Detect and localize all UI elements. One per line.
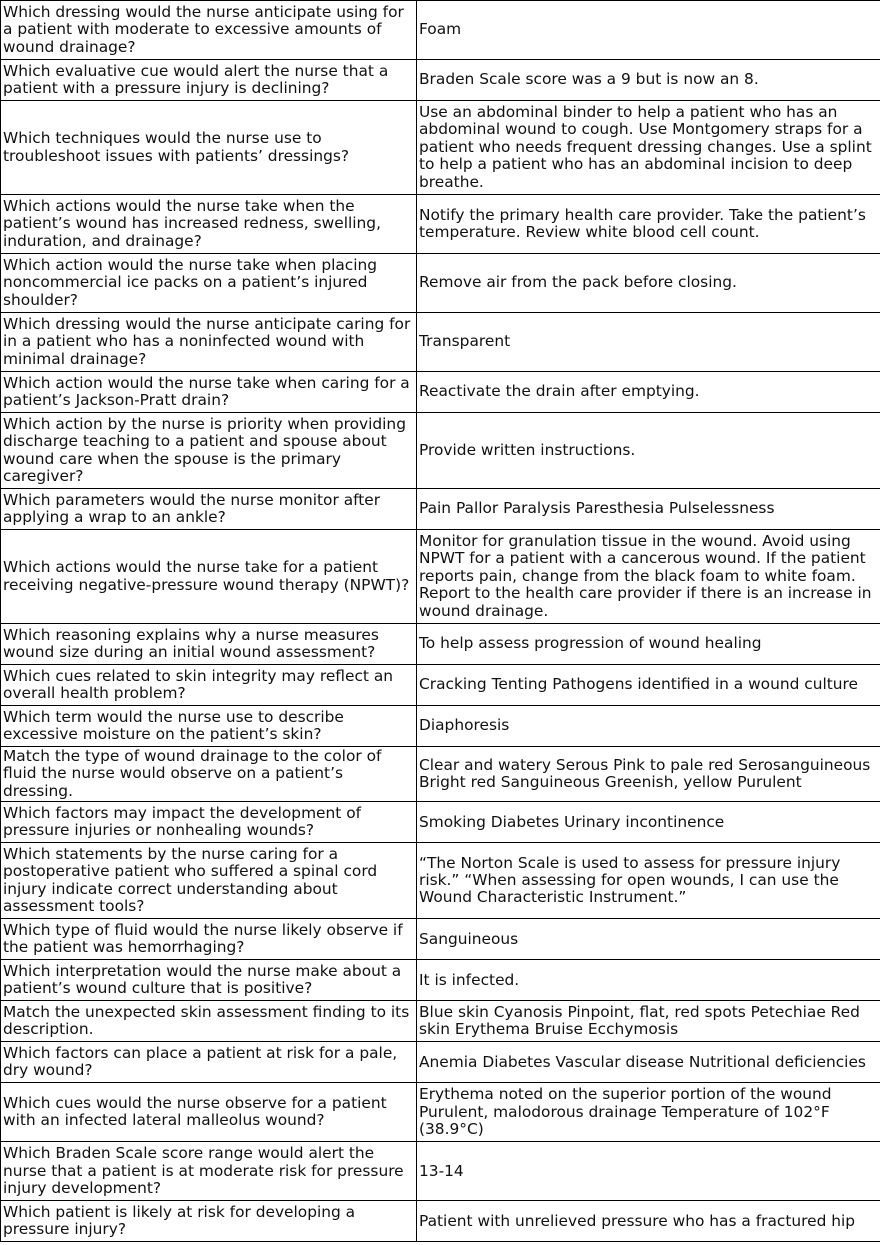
table-row xyxy=(1,843,880,919)
question-cell: Which Braden Scale score range would alert the nurse that a patient is at moderate risk for pressure injury development? xyxy=(1,1142,417,1201)
question-cell: Which action would the nurse take when caring for a patient’s Jackson-Pratt drain? xyxy=(1,372,417,413)
question-cell: Which patient is likely at risk for developing a pressure injury? xyxy=(1,1201,417,1242)
table-row xyxy=(1,254,880,313)
question-cell: Which techniques would the nurse use to troubleshoot issues with patients’ dressings? xyxy=(1,101,417,195)
table-row xyxy=(1,802,880,843)
answer-cell: Erythema noted on the superior portion of the wound Purulent, malodorous drainage Temperature of 102°F (38.9°C) xyxy=(417,1083,880,1142)
table-row xyxy=(1,489,880,530)
table-row xyxy=(1,101,880,195)
table-row xyxy=(1,1142,880,1201)
question-cell: Which factors can place a patient at risk for a pale, dry wound? xyxy=(1,1042,417,1083)
answer-cell: Reactivate the drain after emptying. xyxy=(417,372,880,413)
answer-cell: Notify the primary health care provider. Take the patient’s temperature. Review white blood cell count. xyxy=(417,195,880,254)
answer-cell: 13-14 xyxy=(417,1142,880,1201)
question-cell: Which term would the nurse use to describe excessive moisture on the patient’s skin? xyxy=(1,706,417,747)
answer-cell: Anemia Diabetes Vascular disease Nutritional deficiencies xyxy=(417,1042,880,1083)
table-row xyxy=(1,665,880,706)
answer-cell: Diaphoresis xyxy=(417,706,880,747)
question-cell: Which action would the nurse take when placing noncommercial ice packs on a patient’s injured shoulder? xyxy=(1,254,417,313)
table-row xyxy=(1,1001,880,1042)
question-cell: Which statements by the nurse caring for a postoperative patient who suffered a spinal cord injury indicate correct understanding about assessment tools? xyxy=(1,843,417,919)
question-cell: Which interpretation would the nurse make about a patient’s wound culture that is positive? xyxy=(1,960,417,1001)
answer-cell: Transparent xyxy=(417,313,880,372)
answer-cell: Provide written instructions. xyxy=(417,413,880,489)
answer-cell: Pain Pallor Paralysis Paresthesia Pulselessness xyxy=(417,489,880,530)
question-cell: Which parameters would the nurse monitor after applying a wrap to an ankle? xyxy=(1,489,417,530)
answer-cell: Cracking Tenting Pathogens identified in a wound culture xyxy=(417,665,880,706)
question-cell: Which actions would the nurse take for a patient receiving negative-pressure wound therapy (NPWT)? xyxy=(1,530,417,624)
table-row xyxy=(1,530,880,624)
answer-cell: Sanguineous xyxy=(417,919,880,960)
table-row xyxy=(1,195,880,254)
table-row xyxy=(1,919,880,960)
answer-cell: Use an abdominal binder to help a patient who has an abdominal wound to cough. Use Montgomery straps for a patient who needs frequent dressing changes. Use a splint to help a patient who has an abdominal incision to deep breathe. xyxy=(417,101,880,195)
answer-cell: Foam xyxy=(417,1,880,60)
answer-cell: Smoking Diabetes Urinary incontinence xyxy=(417,802,880,843)
answer-cell: To help assess progression of wound healing xyxy=(417,624,880,665)
table-row xyxy=(1,413,880,489)
question-cell: Which evaluative cue would alert the nurse that a patient with a pressure injury is declining? xyxy=(1,60,417,101)
question-cell: Which type of fluid would the nurse likely observe if the patient was hemorrhaging? xyxy=(1,919,417,960)
question-cell: Match the type of wound drainage to the color of fluid the nurse would observe on a patient’s dressing. xyxy=(1,747,417,802)
table-row xyxy=(1,706,880,747)
table-row xyxy=(1,1083,880,1142)
table-row xyxy=(1,624,880,665)
question-cell: Which dressing would the nurse anticipate using for a patient with moderate to excessive amounts of wound drainage? xyxy=(1,1,417,60)
question-cell: Which action by the nurse is priority when providing discharge teaching to a patient and spouse about wound care when the spouse is the primary caregiver? xyxy=(1,413,417,489)
table-row xyxy=(1,60,880,101)
table-row xyxy=(1,372,880,413)
question-cell: Which reasoning explains why a nurse measures wound size during an initial wound assessment? xyxy=(1,624,417,665)
table-row xyxy=(1,960,880,1001)
question-cell: Which actions would the nurse take when the patient’s wound has increased redness, swelling, induration, and drainage? xyxy=(1,195,417,254)
question-cell: Which cues would the nurse observe for a patient with an infected lateral malleolus wound? xyxy=(1,1083,417,1142)
question-cell: Match the unexpected skin assessment finding to its description. xyxy=(1,1001,417,1042)
table-row xyxy=(1,1201,880,1242)
answer-cell: Clear and watery Serous Pink to pale red Serosanguineous Bright red Sanguineous Greenish, yellow Purulent xyxy=(417,747,880,802)
question-cell: Which cues related to skin integrity may reflect an overall health problem? xyxy=(1,665,417,706)
question-cell: Which factors may impact the development of pressure injuries or nonhealing wounds? xyxy=(1,802,417,843)
answer-cell: Blue skin Cyanosis Pinpoint, flat, red spots Petechiae Red skin Erythema Bruise Ecchymosis xyxy=(417,1001,880,1042)
answer-cell: Patient with unrelieved pressure who has a fractured hip xyxy=(417,1201,880,1242)
table-row xyxy=(1,1042,880,1083)
answer-cell: Remove air from the pack before closing. xyxy=(417,254,880,313)
answer-cell: Braden Scale score was a 9 but is now an 8. xyxy=(417,60,880,101)
table-row xyxy=(1,747,880,802)
table-row xyxy=(1,313,880,372)
answer-cell: It is infected. xyxy=(417,960,880,1001)
table-row xyxy=(1,1,880,60)
answer-cell: Monitor for granulation tissue in the wound. Avoid using NPWT for a patient with a cancerous wound. If the patient reports pain, change from the black foam to white foam. Report to the health care provider if there is an increase in wound drainage. xyxy=(417,530,880,624)
question-cell: Which dressing would the nurse anticipate caring for in a patient who has a noninfected wound with minimal drainage? xyxy=(1,313,417,372)
answer-cell: “The Norton Scale is used to assess for pressure injury risk.” “When assessing for open wounds, I can use the Wound Characteristic Instrument.” xyxy=(417,843,880,919)
